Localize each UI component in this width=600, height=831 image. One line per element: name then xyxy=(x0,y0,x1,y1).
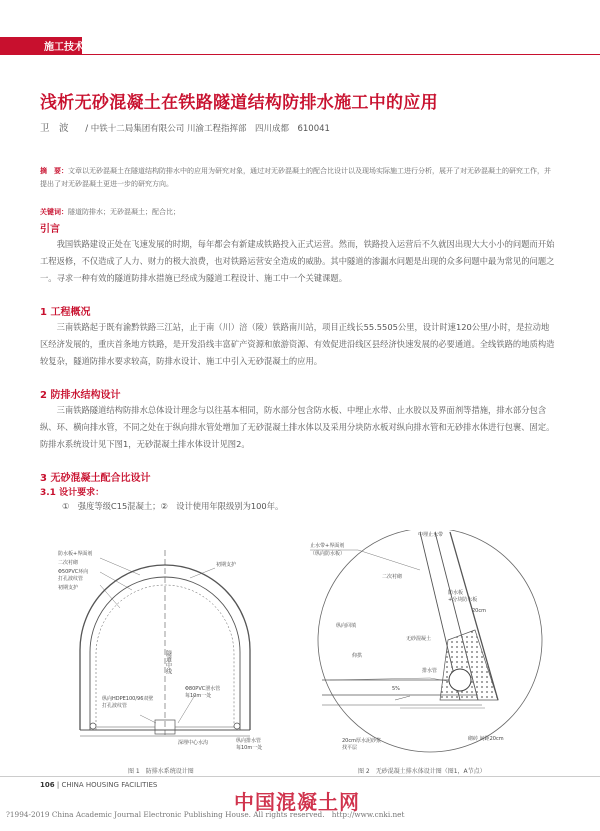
figure-label: 打孔波纹管 xyxy=(58,576,84,582)
longitudinal-pipe-right xyxy=(234,723,240,729)
figure-1-drawing xyxy=(40,530,300,762)
abstract xyxy=(40,165,555,191)
longitudinal-pipe-left xyxy=(90,723,96,729)
para-section-1: 三南铁路起于既有渝黔铁路三江站，止于南（川）涪（陵）铁路南川站，项目正线长55.5505公里，设计时速120公里/小时，是拉动地区经济发展的，重庆首条地方铁路，是开发沿线丰富矿产资源和旅游资源、有效促进沿线区县经济快速发展的必要通道。全线铁路的地质构造较复杂，隧道防排水要求较高，防排水设计、施工中引入无砂混凝土的应用。 xyxy=(40,322,555,366)
figure-label: 每10m一处 xyxy=(236,745,263,751)
heading-intro: 引言 xyxy=(40,224,60,235)
heading-section-3-1: 3.1 设计要求： xyxy=(40,488,105,498)
figure-label: 纵向排水管 xyxy=(236,738,262,744)
figure-label: （纵向防水板） xyxy=(310,551,346,557)
figure-label: 20cm xyxy=(472,608,486,614)
figure-2-drawing xyxy=(300,530,560,762)
heading-section-1: 1 工程概况 xyxy=(40,307,91,318)
figure-label: 深埋中心水沟 xyxy=(178,740,209,746)
figure-label: 找平层 xyxy=(342,745,358,751)
figure-label: Φ50PVC环向 xyxy=(58,569,89,575)
author-name: 卫 波 xyxy=(40,123,69,134)
page-number: 106 xyxy=(40,781,55,789)
figure-label: 止水带+界面剂 xyxy=(310,543,345,549)
figure-label: 二次衬砌 xyxy=(58,560,79,566)
figure-label: 打孔波纹管 xyxy=(102,703,128,709)
keywords-label: 关键词： xyxy=(40,208,68,216)
figure-label: 纵向HDPE100/96双壁 xyxy=(102,696,154,702)
figure-label: 隧道中线 xyxy=(164,650,172,674)
watermark: 中国混凝土网 xyxy=(234,790,360,814)
keywords-text: 隧道防排水；无砂混凝土；配合比； xyxy=(68,208,180,216)
footer-divider xyxy=(0,776,600,777)
keywords xyxy=(40,207,180,217)
figure-label: +分块防水板 xyxy=(448,597,478,603)
abstract-text: 文章以无砂混凝土在隧道结构防排水中的应用为研究对象，通过对无砂混凝土的配合比设计以及现场实际施工进行分析，展开了对无砂混凝土的研究工作，并提出了对无砂混凝土更进一步的研究方向。 xyxy=(40,167,551,188)
figure-label: 纵向回填 xyxy=(336,623,357,629)
figure-label: Φ80PVC泄水管 xyxy=(185,686,221,692)
section-tag-label: 施工技术 xyxy=(44,42,84,53)
section-tag xyxy=(0,37,82,54)
copyright-line: ?1994-2019 China Academic Journal Electronic Publishing House. All rights reserved. http://www.cnki.net xyxy=(6,810,405,819)
no-fines-concrete-body xyxy=(440,630,498,700)
figure-label: 排水管 xyxy=(422,668,438,674)
figure-label: 初期支护 xyxy=(58,585,79,591)
figure-label: 20cm厚水泥砂浆 xyxy=(342,738,381,744)
figure-label: 无砂混凝土 xyxy=(406,636,432,642)
figure-label: 防水板+界面剂 xyxy=(58,551,93,557)
figure-label: 仰拱 xyxy=(352,653,363,659)
heading-section-2: 2 防排水结构设计 xyxy=(40,390,121,401)
figure-2-caption: 图 2 无砂混凝土排水体设计图（图1，A节点） xyxy=(358,768,486,775)
figure-label: 5% xyxy=(392,686,400,692)
figure-label: 中埋止水带 xyxy=(418,532,444,538)
figure-label: 防水板 xyxy=(448,590,464,596)
para-section-2: 三南铁路隧道结构防排水总体设计理念与以往基本相同，防水部分包含防水板、中埋止水带、止水胶以及界面剂等措施，排水部分包含纵、环、横向排水管，不同之处在于纵向排水管处增加了无砂混凝土排水体以及采用分块防水板对纵向排水管和无砂排水体进行包裹、固定。防排水系统设计见下图1，无砂混凝土排水体设计见图2。 xyxy=(40,405,555,449)
figure-1-caption: 图 1 防排水系统设计图 xyxy=(128,768,194,775)
figure-label: 每10m一处 xyxy=(185,693,212,699)
drain-pipe xyxy=(449,669,471,691)
author-line xyxy=(40,120,330,134)
journal-name: CHINA HOUSING FACILITIES xyxy=(61,781,158,789)
header-divider xyxy=(0,54,600,55)
figure-label: 初期支护 xyxy=(216,562,237,568)
author-affiliation: / 中铁十二局集团有限公司 川渝工程指挥部 四川成都 610041 xyxy=(85,124,330,134)
para-intro: 我国铁路建设正处在飞速发展的时期，每年都会有新建成铁路投入正式运营。然而，铁路投入运营后不久就因出现大大小小的问题而开始工程返修，不仅造成了人力、财力的极大浪费，也对铁路运营安全造成的威胁。其中隧道的渗漏水问题是出现的众多问题中最为常见的问题之一。寻求一种有效的隧道防排水措施已经成为隧道工程设计、施工中一个关键课题。 xyxy=(40,239,555,283)
heading-section-3: 3 无砂混凝土配合比设计 xyxy=(40,473,151,484)
article-title: 浅析无砂混凝土在铁路隧道结构防排水施工中的应用 xyxy=(40,93,438,113)
figure-label: 砌砖 间距20cm xyxy=(468,736,504,742)
page-footer: 106 | CHINA HOUSING FACILITIES xyxy=(40,781,158,789)
abstract-label: 摘 要： xyxy=(40,167,68,175)
figure-label: 二次衬砌 xyxy=(382,574,403,580)
design-requirements: ① 强度等级C15混凝土；② 设计使用年限级别为100年。 xyxy=(62,501,284,511)
